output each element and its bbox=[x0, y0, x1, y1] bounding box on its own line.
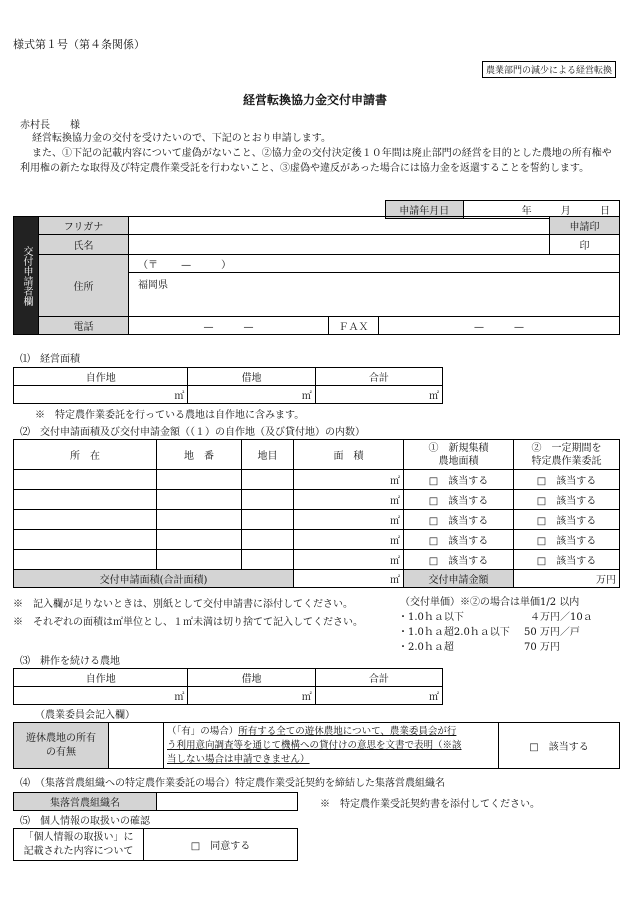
section1-note: ※ 特定農作業委託を行っている農地は自作地に含みます。 bbox=[35, 410, 305, 421]
idle-land-checkbox[interactable]: □ 該当する bbox=[499, 723, 620, 769]
own-land-area[interactable] bbox=[14, 386, 188, 404]
month-label: 月 bbox=[560, 206, 571, 217]
address-field-2[interactable] bbox=[129, 295, 620, 317]
category-cell[interactable] bbox=[242, 550, 294, 570]
new-consolidation-checkbox[interactable]: □ 該当する bbox=[404, 470, 514, 490]
name-label: 氏名 bbox=[39, 235, 129, 255]
intro-text: 経営転換協力金の交付を受けたいので、下記のとおり申請します。 bbox=[32, 133, 331, 144]
day-label: 日 bbox=[599, 206, 610, 217]
seal-mark: 印 bbox=[550, 235, 620, 255]
seal-label: 申請印 bbox=[550, 217, 620, 235]
col-total: 合計 bbox=[315, 368, 442, 386]
address-label: 住所 bbox=[39, 255, 129, 317]
prefecture: 福岡県 bbox=[138, 280, 168, 292]
col-fixed-term-entrustment: ② 一定期間を 特定農作業委託 bbox=[514, 440, 620, 470]
amount-field[interactable]: 万円 bbox=[514, 570, 620, 588]
entrustment-checkbox[interactable]: □ 該当する bbox=[514, 470, 620, 490]
category-tag: 農業部門の減少による経営転換 bbox=[482, 61, 616, 78]
phone-label: 電話 bbox=[39, 317, 129, 335]
rate-2-label: ・1.0ｈａ超2.0ｈａ以下 bbox=[398, 627, 510, 638]
organization-label: 集落営農組織名 bbox=[14, 793, 157, 811]
location-cell[interactable] bbox=[14, 490, 157, 510]
total-area-field[interactable]: ㎡ bbox=[294, 570, 404, 588]
name-field[interactable] bbox=[129, 235, 550, 255]
total-area[interactable]: ㎡ bbox=[315, 687, 442, 705]
fax-dashes: — — bbox=[474, 322, 524, 333]
management-area-table bbox=[13, 367, 443, 404]
fax-field[interactable] bbox=[379, 317, 620, 335]
applicant-section-label: 交付申請者欄 bbox=[14, 217, 39, 335]
section1-heading: ⑴ 経営面積 bbox=[20, 354, 80, 365]
location-cell[interactable] bbox=[14, 550, 157, 570]
col-new-consolidation: ① 新規集積 農地面積 bbox=[404, 440, 514, 470]
col-lot-number: 地 番 bbox=[157, 440, 242, 470]
col-leased-land: 借地 bbox=[188, 368, 315, 386]
address-field[interactable] bbox=[129, 273, 620, 295]
committee-table bbox=[13, 722, 620, 769]
section4-heading: ⑷ （集落営農組織への特定農作業委託の場合）特定農作業受託契約を締結した集落営農組織名 bbox=[20, 778, 445, 789]
col-total: 合計 bbox=[315, 669, 442, 687]
section3-heading: ⑶ 耕作を続ける農地 bbox=[20, 656, 120, 667]
entrustment-checkbox[interactable]: □ 該当する bbox=[514, 510, 620, 530]
new-consolidation-checkbox[interactable]: □ 該当する bbox=[404, 490, 514, 510]
table-row bbox=[14, 470, 620, 490]
rate-3-label: ・2.0ｈａ超 bbox=[398, 642, 454, 653]
new-consolidation-checkbox[interactable]: □ 該当する bbox=[404, 530, 514, 550]
own-land-area[interactable]: ㎡ bbox=[14, 687, 188, 705]
continued-farmland-table bbox=[13, 668, 443, 705]
location-cell[interactable] bbox=[14, 530, 157, 550]
location-cell[interactable] bbox=[14, 470, 157, 490]
form-number: 様式第１号（第４条関係） bbox=[13, 38, 145, 51]
applicant-table bbox=[13, 216, 620, 335]
leased-land-area[interactable]: ㎡ bbox=[188, 687, 315, 705]
leased-land-area[interactable] bbox=[188, 386, 315, 404]
fax-label: ＦＡＸ bbox=[329, 317, 379, 335]
pledge-text: また、①下記の記載内容について虚偽がないこと、②協力金の交付決定後１０年間は廃止部門の経営を目的とした農地の所有権や利用権の新たな取得及び特定農作業受託を行わないこと、③虚偽や違反があった場合には協力金を返還することを誓約します。 bbox=[20, 148, 612, 174]
col-own-land: 自作地 bbox=[14, 669, 188, 687]
category-cell[interactable] bbox=[242, 470, 294, 490]
col-area: 面 積 bbox=[294, 440, 404, 470]
phone-field[interactable] bbox=[129, 317, 329, 335]
total-area-label: 交付申請面積(合計面積) bbox=[14, 570, 294, 588]
postal-field[interactable] bbox=[129, 255, 620, 273]
organization-table bbox=[13, 792, 298, 811]
area-cell[interactable]: ㎡ bbox=[294, 490, 404, 510]
total-area[interactable] bbox=[315, 386, 442, 404]
col-leased-land: 借地 bbox=[188, 669, 315, 687]
area-cell[interactable]: ㎡ bbox=[294, 510, 404, 530]
lot-cell[interactable] bbox=[157, 510, 242, 530]
area-cell[interactable]: ㎡ bbox=[294, 550, 404, 570]
year-label: 年 bbox=[521, 206, 532, 217]
rate-2-value: 50 万円／戸 bbox=[524, 627, 580, 638]
rate-1-label: ・1.0ｈａ以下 bbox=[398, 612, 464, 623]
rate-1-value: ４万円／10ａ bbox=[530, 612, 593, 623]
col-location: 所 在 bbox=[14, 440, 157, 470]
amount-label: 交付申請金額 bbox=[404, 570, 514, 588]
entrustment-checkbox[interactable]: □ 該当する bbox=[514, 490, 620, 510]
rate-3-value: 70 万円 bbox=[524, 642, 560, 653]
section2-heading: ⑵ 交付申請面積及び交付申請金額（（１）の自作地（及び貸付地）の内数） bbox=[20, 427, 365, 438]
addressee: 赤村長 様 bbox=[20, 120, 80, 131]
postal-code: （〒 — ） bbox=[138, 260, 232, 271]
table-row bbox=[14, 490, 620, 510]
category-cell[interactable] bbox=[242, 490, 294, 510]
unit-sqm: ㎡ bbox=[429, 391, 439, 402]
section5-heading: ⑸ 個人情報の取扱いの確認 bbox=[20, 816, 150, 827]
location-cell[interactable] bbox=[14, 510, 157, 530]
section4-note: ※ 特定農作業受託契約書を添付してください。 bbox=[320, 799, 540, 810]
date-label: 申請年月日 bbox=[386, 201, 464, 219]
privacy-table bbox=[13, 828, 298, 861]
table-row bbox=[14, 530, 620, 550]
furigana-label: フリガナ bbox=[39, 217, 129, 235]
table-row bbox=[14, 550, 620, 570]
lot-cell[interactable] bbox=[157, 470, 242, 490]
lot-cell[interactable] bbox=[157, 490, 242, 510]
entrustment-checkbox[interactable]: □ 該当する bbox=[514, 530, 620, 550]
col-own-land: 自作地 bbox=[14, 368, 188, 386]
area-cell[interactable]: ㎡ bbox=[294, 470, 404, 490]
entrustment-checkbox[interactable]: □ 該当する bbox=[514, 550, 620, 570]
idle-land-answer[interactable] bbox=[109, 723, 164, 769]
category-cell[interactable] bbox=[242, 530, 294, 550]
note-units: ※ それぞれの面積は㎡単位とし、１㎡未満は切り捨てて記入してください。 bbox=[13, 617, 363, 628]
idle-land-condition: （「有」の場合）所有する全ての遊休農地について、農業委員会が行 う利用意向調査等を通じて機構への貸付けの意思を文書で表明（※該 当しない場合は申請できません） bbox=[164, 723, 499, 769]
area-cell[interactable]: ㎡ bbox=[294, 530, 404, 550]
phone-dashes: — — bbox=[203, 322, 254, 333]
note-attach: ※ 記入欄が足りないときは、別紙として交付申請書に添付してください。 bbox=[13, 599, 353, 610]
category-cell[interactable] bbox=[242, 510, 294, 530]
unit-sqm: ㎡ bbox=[174, 391, 185, 402]
col-land-category: 地目 bbox=[242, 440, 294, 470]
committee-heading: （農業委員会記入欄） bbox=[35, 710, 135, 721]
lot-cell[interactable] bbox=[157, 550, 242, 570]
new-consolidation-checkbox[interactable]: □ 該当する bbox=[404, 510, 514, 530]
idle-land-label: 遊休農地の所有 の有無 bbox=[14, 723, 109, 769]
privacy-label: 「個人情報の取扱い」に 記載された内容について bbox=[14, 829, 144, 861]
organization-field[interactable] bbox=[157, 793, 298, 811]
new-consolidation-checkbox[interactable]: □ 該当する bbox=[404, 550, 514, 570]
table-row bbox=[14, 510, 620, 530]
privacy-consent-checkbox[interactable]: □ 同意する bbox=[144, 829, 298, 861]
page-title: 経営転換協力金交付申請書 bbox=[242, 93, 387, 107]
furigana-field[interactable] bbox=[129, 217, 550, 235]
rate-title: （交付単価）※②の場合は単価1/2 以内 bbox=[400, 597, 580, 608]
unit-sqm: ㎡ bbox=[301, 391, 312, 402]
application-area-table bbox=[13, 439, 620, 588]
lot-cell[interactable] bbox=[157, 530, 242, 550]
